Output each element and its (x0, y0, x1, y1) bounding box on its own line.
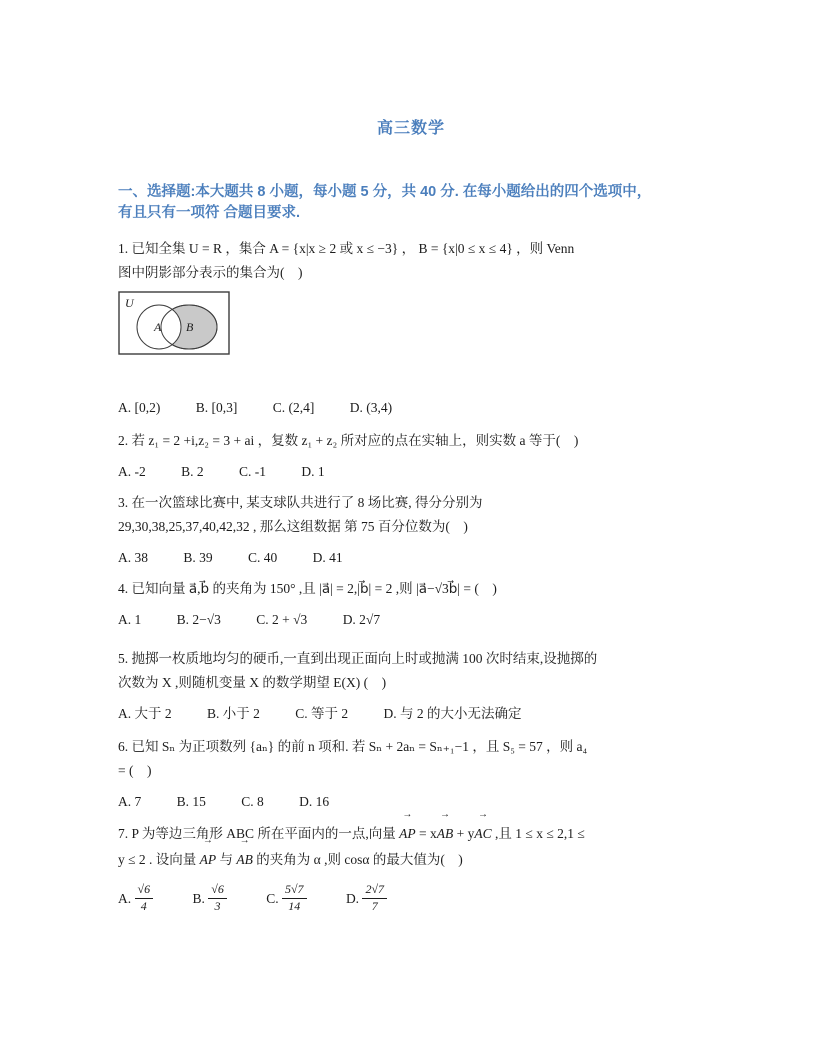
question-7-text-segment: 与 (216, 852, 237, 867)
question-7-text-segment: = x (415, 826, 437, 841)
question-2 (118, 429, 704, 483)
question-5-text-line-2: 次数为 X ,则随机变量 X 的数学期望 E(X) ( ) (118, 675, 387, 690)
fraction (135, 883, 154, 914)
question-2-option-c: C. -1 (239, 464, 267, 479)
question-5 (118, 647, 704, 725)
question-4-options (118, 609, 704, 631)
question-7-text-segment: 7. P 为等边三角形 ABC 所在平面内的一点,向量 (118, 826, 400, 841)
question-6-option-d: D. 16 (299, 794, 330, 809)
vector-ab: AB → (236, 847, 253, 873)
fraction-denominator: 7 (371, 898, 378, 913)
question-1-option-b: B. [0,3] (195, 400, 238, 415)
section-heading-line-2: 有且只有一项符 合题目要求. (118, 205, 301, 221)
question-3-text-line-2: 29,30,38,25,37,40,42,32 , 那么这组数据 第 75 百分位数为( ) (118, 519, 468, 534)
question-6-option-b: B. 15 (176, 794, 206, 809)
question-1-option-d: D. (3,4) (349, 400, 393, 415)
question-6-text-line-2: = ( ) (118, 763, 152, 778)
question-2-option-b: B. 2 (181, 464, 204, 479)
section-heading-line-1: 一、选择题:本大题共 8 小题，每小题 5 分，共 40 分. 在每小题给出的四个选项中， (118, 184, 652, 200)
question-6 (118, 735, 704, 813)
question-4-option-a: A. 1 (118, 612, 142, 627)
question-4 (118, 577, 704, 631)
question-3 (118, 491, 704, 569)
question-3-option-a: A. 38 (118, 550, 148, 565)
question-7 (118, 821, 704, 914)
question-7-text-line-2 (118, 847, 704, 873)
fraction-denominator: 3 (214, 898, 221, 913)
question-6-option-c: C. 8 (241, 794, 264, 809)
question-1-text-line-2: 图中阴影部分表示的集合为( ) (118, 265, 303, 280)
question-7-text-segment: 的夹角为 α ,则 cosα 的最大值为( ) (252, 852, 463, 867)
question-5-option-b: B. 小于 2 (207, 706, 260, 721)
question-1-text-line-1: 1. 已知全集 U = R ，集合 A = {x|x ≥ 2 或 x ≤ −3} ， B = {x|0 ≤ x ≤ 4} ，则 Venn (118, 241, 575, 256)
option-label: D. (345, 890, 360, 906)
question-1 (118, 237, 704, 419)
question-2-option-a: A. -2 (118, 464, 146, 479)
question-7-option-a (118, 883, 153, 914)
vector-ap: AP → (200, 847, 217, 873)
vector-ab: AB → (437, 821, 454, 847)
vector-ap: AP → (399, 821, 416, 847)
question-2-text-line-1: 2. 若 z₁ = 2 +i,z₂ = 3 + ai ，复数 z₁ + z₂ 所对应的点在实轴上，则实数 a 等于( ) (118, 433, 579, 448)
question-5-option-c: C. 等于 2 (295, 706, 349, 721)
question-6-option-a: A. 7 (118, 794, 142, 809)
question-3-options (118, 547, 704, 569)
question-7-text-segment: + y (453, 826, 475, 841)
question-5-options (118, 703, 704, 725)
question-2-option-d: D. 1 (301, 464, 325, 479)
question-6-text-line-1: 6. 已知 Sₙ 为正项数列 {aₙ} 的前 n 项和. 若 Sₙ + 2aₙ = Sₙ₊₁−1 ，且 S₅ = 57 ，则 a₄ (118, 739, 588, 754)
question-3-option-d: D. 41 (312, 550, 343, 565)
venn-diagram (118, 291, 230, 355)
question-1-option-c: C. (2,4] (272, 400, 315, 415)
question-3-option-b: B. 39 (183, 550, 213, 565)
fraction-denominator: 4 (140, 898, 147, 913)
question-4-option-d: D. 2√7 (342, 612, 381, 627)
fraction (208, 883, 227, 914)
question-3-text-line-1: 3. 在一次篮球比赛中, 某支球队共进行了 8 场比赛, 得分分别为 (118, 495, 483, 510)
question-7-text-segment: y ≤ 2 . 设向量 (118, 852, 200, 867)
option-label: B. (192, 890, 205, 906)
question-7-option-c (266, 883, 306, 914)
question-4-option-c: C. 2 + √3 (256, 612, 308, 627)
question-7-options (118, 883, 704, 914)
fraction-numerator: 2√7 (362, 883, 387, 899)
question-7-option-d (346, 883, 387, 914)
question-7-text-segment: ,且 1 ≤ x ≤ 2,1 ≤ (491, 826, 585, 841)
question-1-option-a: A. [0,2) (118, 400, 161, 415)
question-3-option-c: C. 40 (248, 550, 278, 565)
question-4-option-b: B. 2−√3 (176, 612, 221, 627)
venn-set-a-label: A (154, 320, 162, 334)
fraction (362, 883, 387, 914)
venn-universe-label: U (125, 296, 134, 310)
fraction-numerator: 5√7 (282, 883, 307, 899)
question-5-option-d: D. 与 2 的大小无法确定 (383, 706, 522, 721)
option-label: C. (266, 890, 279, 906)
fraction-numerator: √6 (135, 883, 154, 899)
question-5-option-a: A. 大于 2 (118, 706, 172, 721)
question-4-text-line-1: 4. 已知向量 a⃗,b⃗ 的夹角为 150° ,且 |a⃗| = 2,|b⃗| = 2 ,则 |a⃗−√3b⃗| = ( ) (118, 581, 497, 596)
venn-set-b-label: B (186, 320, 194, 334)
option-label: A. (118, 890, 132, 906)
question-7-option-b (192, 883, 226, 914)
page-title: 高三数学 (376, 120, 445, 137)
question-5-text-line-1: 5. 抛掷一枚质地均匀的硬币,一直到出现正面向上时或抛满 100 次时结束,设抛掷的 (118, 651, 598, 666)
question-2-options (118, 461, 704, 483)
fraction-numerator: √6 (208, 883, 227, 899)
fraction (282, 883, 307, 914)
question-1-options (118, 397, 704, 419)
fraction-denominator: 14 (288, 898, 301, 913)
vector-ac: AC → (474, 821, 491, 847)
section-heading (118, 182, 704, 224)
